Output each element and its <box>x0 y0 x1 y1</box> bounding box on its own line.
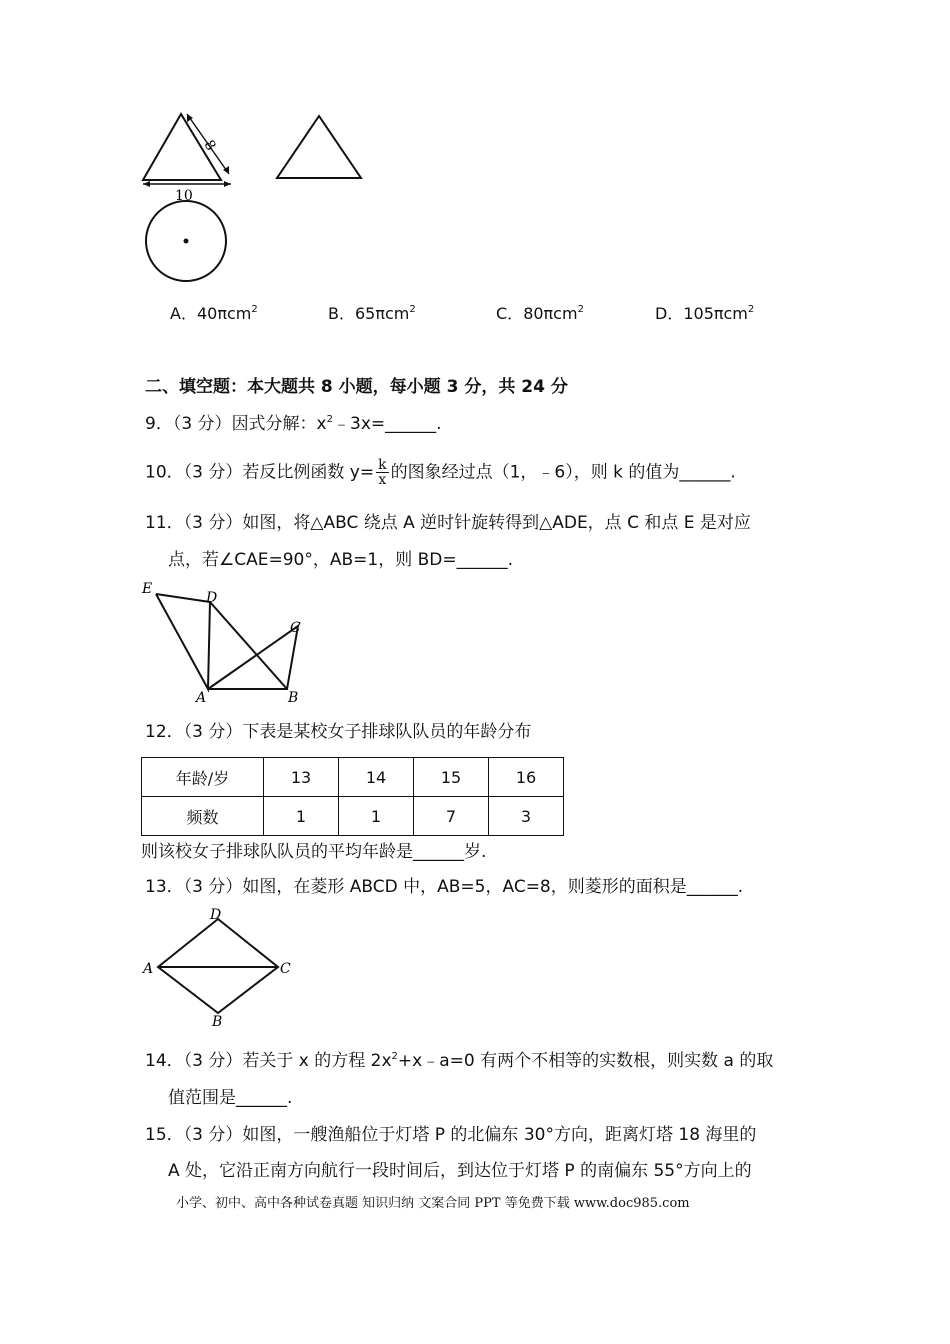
option-c: C．80πcm$^2$ <box>496 304 584 323</box>
page-footer: 小学、初中、高中各种试卷真题 知识归纳 文案合同 PPT 等免费下载 www.doc985.com <box>176 1196 690 1211</box>
question-14-line1: 14．（3 分）若关于 x 的方程 $2x^2+x﹣a=0$ 有两个不相等的实数根，则实数 a 的取 <box>145 1051 774 1071</box>
table-cell: 7 <box>414 797 489 836</box>
q11-figure <box>138 578 318 708</box>
question-15-line1: 15．（3 分）如图，一艘渔船位于灯塔 P 的北偏东 30°方向，距离灯塔 18 海里的 <box>145 1125 757 1145</box>
question-13: 13．（3 分）如图，在菱形 ABCD 中，AB=5，AC=8，则菱形的面积是______. <box>145 877 744 897</box>
label-B: B <box>288 690 299 706</box>
q8-figure <box>135 108 375 288</box>
base-length-label: 10 <box>175 188 193 204</box>
front-view-triangle <box>277 116 361 178</box>
circle-center-dot <box>184 239 189 244</box>
table-row <box>142 797 564 836</box>
side-length-label: 8 <box>200 137 219 154</box>
table-cell: 1 <box>339 797 414 836</box>
question-11-line1: 11．（3 分）如图，将△ABC 绕点 A 逆时针旋转得到△ADE，点 C 和点 E 是对应 <box>145 513 751 533</box>
table-row <box>142 758 564 797</box>
label-D: D <box>206 590 218 606</box>
option-b: B．65πcm$^2$ <box>328 304 416 323</box>
triangle-ABC <box>208 626 298 689</box>
q13-rhombus-figure <box>138 905 303 1030</box>
option-a: A．40πcm$^2$ <box>170 304 258 323</box>
label-B: B <box>212 1014 223 1030</box>
label-C: C <box>280 961 291 977</box>
label-E: E <box>142 581 153 597</box>
label-C: C <box>290 620 301 636</box>
segment-DB <box>210 602 287 689</box>
triangle-ADE <box>156 594 210 689</box>
question-14-line2: 值范围是______. <box>168 1088 293 1108</box>
question-9: 9．（3 分）因式分解：$x^2﹣3x=\_\_\_\_\_\_$. <box>145 414 442 434</box>
question-11-line2: 点，若∠CAE=90°，AB=1，则 BD=______. <box>168 550 514 570</box>
question-12: 12．（3 分）下表是某校女子排球队队员的年龄分布 <box>145 722 532 742</box>
question-12-followup: 则该校女子排球队队员的平均年龄是______岁. <box>141 842 487 862</box>
table-cell: 13 <box>264 758 339 797</box>
table-cell: 3 <box>489 797 564 836</box>
section-title: 二、填空题：本大题共 8 小题，每小题 3 分，共 24 分 <box>145 377 568 397</box>
table-cell: 16 <box>489 758 564 797</box>
fraction-k-over-x: $\frac{k}{x}$ <box>378 457 387 488</box>
table-cell: 15 <box>414 758 489 797</box>
table-cell: 年龄/岁 <box>142 758 264 797</box>
age-distribution-table <box>141 757 564 836</box>
table-cell: 频数 <box>142 797 264 836</box>
question-15-line2: A 处，它沿正南方向航行一段时间后，到达位于灯塔 P 的南偏东 55°方向上的 <box>168 1161 752 1181</box>
table-cell: 14 <box>339 758 414 797</box>
option-d: D．105πcm$^2$ <box>655 304 755 323</box>
question-10: 10．（3 分）若反比例函数 y= $\frac{k}{x}$ 的图象经过点（1，﹣6），则 k 的值为______. <box>145 457 736 488</box>
arrowhead <box>143 181 150 187</box>
label-A: A <box>196 690 207 706</box>
arrowhead <box>224 181 231 187</box>
table-cell: 1 <box>264 797 339 836</box>
label-D: D <box>210 907 222 923</box>
label-A: A <box>143 961 154 977</box>
